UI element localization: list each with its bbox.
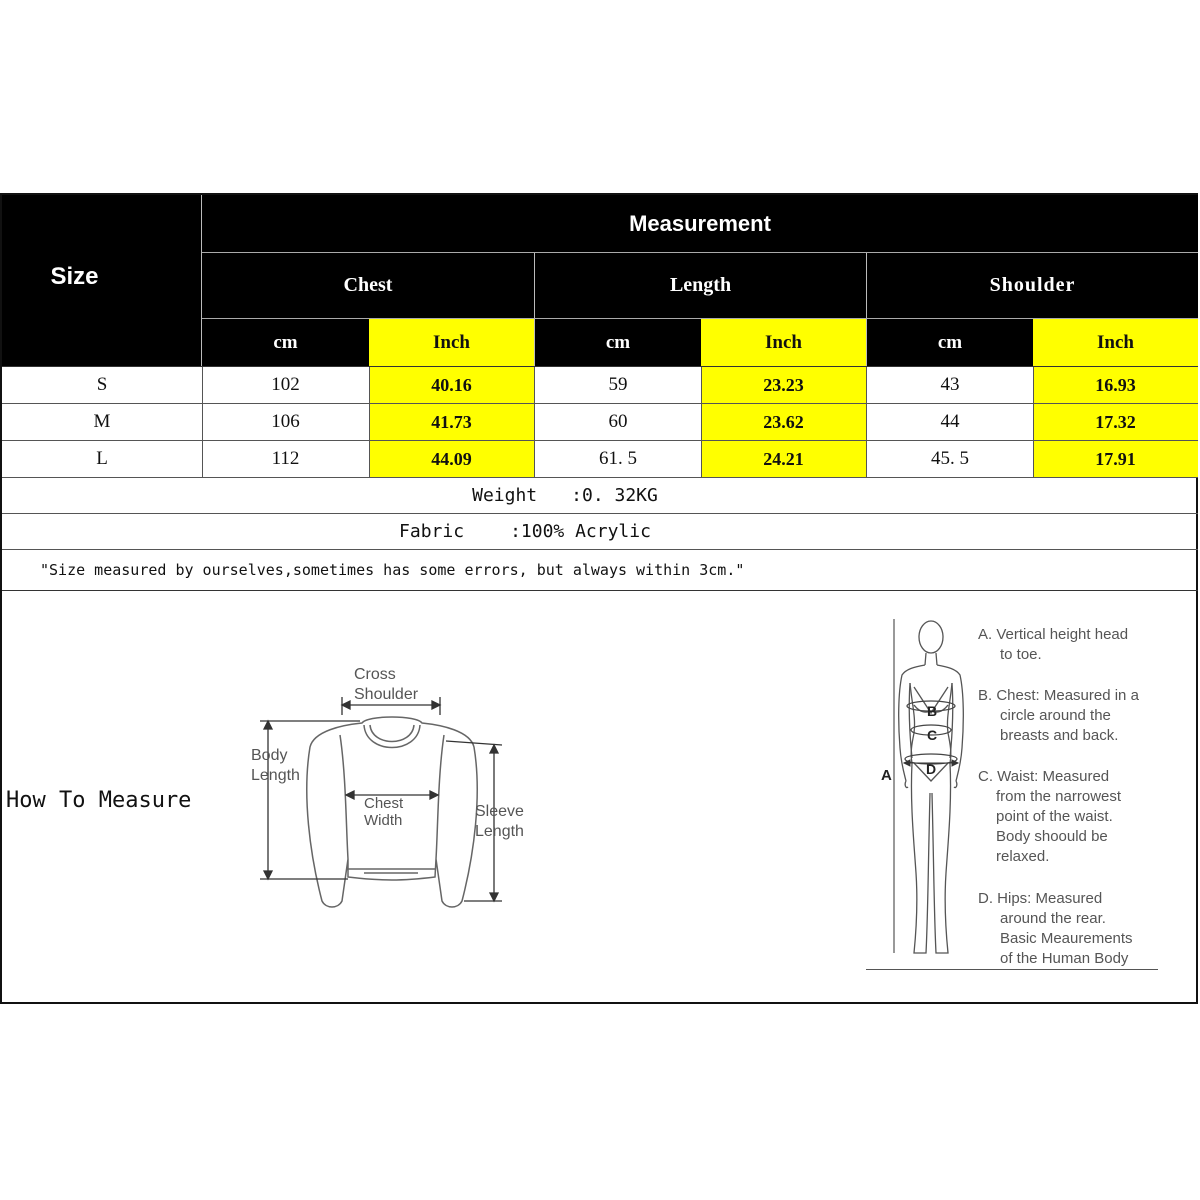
label-line: Body	[251, 747, 288, 764]
table-cell	[202, 441, 369, 477]
cell-value: 60	[608, 411, 628, 432]
group-header-chest	[202, 253, 534, 318]
measurement-header-label: Measurement	[629, 210, 771, 236]
group-chest-label: Chest	[343, 274, 393, 296]
label-line: Width	[364, 812, 403, 829]
note-line: circle around the	[1000, 707, 1111, 724]
note-line: A. Vertical height head	[978, 626, 1129, 643]
note-line: B. Chest: Measured in a	[978, 687, 1139, 704]
table-cell	[1033, 404, 1198, 440]
unit-header-4	[701, 319, 866, 366]
cell-value: 45. 5	[931, 448, 969, 469]
table-cell	[701, 441, 866, 477]
label-line: Shoulder	[354, 686, 419, 703]
unit-label: cm	[273, 331, 298, 353]
fabric-value: :100% Acrylic	[510, 521, 651, 542]
how-to-measure-title: How To Measure	[6, 788, 192, 813]
note-row	[2, 550, 1198, 590]
cell-value: 44	[940, 411, 960, 432]
note-line: point of the waist.	[996, 808, 1113, 825]
table-cell	[369, 367, 534, 403]
row-size-s	[2, 367, 202, 403]
note-b	[978, 686, 1139, 746]
table-cell	[369, 404, 534, 440]
table-cell	[867, 367, 1033, 403]
table-cell	[701, 404, 866, 440]
table-cell	[202, 404, 369, 440]
cell-value: 41.73	[431, 411, 472, 432]
cell-value: 59	[608, 374, 628, 395]
size-header	[2, 195, 201, 366]
note-line: from the narrowest	[996, 788, 1122, 805]
table-cell	[1033, 441, 1198, 477]
fabric-label: Fabric	[399, 521, 465, 542]
unit-label: cm	[937, 331, 963, 353]
letter-a: A	[881, 767, 892, 784]
cell-value: 17.32	[1095, 411, 1136, 432]
note-line: around the rear.	[1000, 910, 1106, 927]
row-size-label: M	[93, 411, 111, 432]
cell-value: 17.91	[1095, 448, 1136, 469]
table-cell	[867, 404, 1033, 440]
note-a	[978, 625, 1128, 665]
unit-label: cm	[605, 331, 631, 353]
chest-width-label	[364, 795, 403, 829]
cell-value: 61. 5	[599, 448, 637, 469]
unit-header-5	[867, 319, 1033, 366]
cell-value: 40.16	[431, 374, 472, 395]
cell-value: 23.62	[763, 411, 804, 432]
unit-header-6	[1033, 319, 1198, 366]
cross-shoulder-label	[354, 665, 418, 705]
weight-label: Weight	[472, 485, 538, 506]
letter-d: D	[926, 761, 937, 777]
table-cell	[535, 367, 701, 403]
size-chart	[0, 193, 1198, 1004]
label-line: Length	[251, 767, 300, 784]
unit-header-1	[202, 319, 369, 366]
table-cell	[867, 441, 1033, 477]
body-length-label	[251, 746, 300, 786]
note-c	[978, 767, 1121, 867]
note-line: of the Human Body	[1000, 950, 1129, 967]
weight-value: :0. 32KG	[571, 485, 658, 506]
table-cell	[535, 441, 701, 477]
unit-label: Inch	[433, 331, 470, 353]
note-line: D. Hips: Measured	[978, 890, 1103, 907]
row-size-m	[2, 404, 202, 440]
unit-label: Inch	[765, 331, 802, 353]
unit-label: Inch	[1097, 331, 1134, 353]
cell-value: 102	[271, 374, 300, 395]
note-line: to toe.	[1000, 646, 1042, 663]
table-cell	[701, 367, 866, 403]
row-size-label: L	[96, 448, 108, 469]
note-line: breasts and back.	[1000, 727, 1119, 744]
unit-header-2	[369, 319, 534, 366]
weight-row	[2, 478, 1198, 513]
label-line: Length	[475, 823, 524, 840]
figure-baseline	[866, 969, 1158, 970]
measurement-header	[202, 195, 1198, 252]
size-header-label: Size	[50, 262, 99, 290]
cell-value: 106	[271, 411, 300, 432]
body-figure	[870, 613, 980, 973]
fabric-row	[2, 514, 1198, 549]
size-note: "Size measured by ourselves,sometimes has some errors, but always within 3cm."	[40, 561, 745, 579]
table-cell	[1033, 367, 1198, 403]
row-size-label: S	[96, 374, 108, 395]
letter-b: B	[927, 703, 938, 719]
group-header-shoulder	[867, 253, 1198, 318]
unit-header-3	[535, 319, 701, 366]
group-shoulder-label: Shoulder	[989, 274, 1076, 296]
note-d	[978, 889, 1133, 969]
cell-value: 112	[271, 448, 300, 469]
row-size-l	[2, 441, 202, 477]
label-line: Chest	[364, 795, 404, 812]
table-cell	[369, 441, 534, 477]
note-line: Body shoould be	[996, 828, 1108, 845]
note-line: C. Waist: Measured	[978, 768, 1110, 785]
label-line: Sleeve	[475, 803, 524, 820]
cell-value: 43	[940, 374, 960, 395]
cell-value: 23.23	[763, 374, 804, 395]
cell-value: 16.93	[1095, 374, 1136, 395]
table-cell	[202, 367, 369, 403]
label-line: Cross	[354, 666, 396, 683]
group-header-length	[535, 253, 866, 318]
cell-value: 24.21	[763, 448, 804, 469]
cell-value: 44.09	[431, 448, 472, 469]
sleeve-length-label	[475, 802, 524, 842]
table-cell	[535, 404, 701, 440]
note-line: relaxed.	[996, 848, 1050, 865]
letter-c: C	[927, 727, 938, 743]
group-length-label: Length	[669, 274, 732, 296]
note-line: Basic Meaurements	[1000, 930, 1133, 947]
